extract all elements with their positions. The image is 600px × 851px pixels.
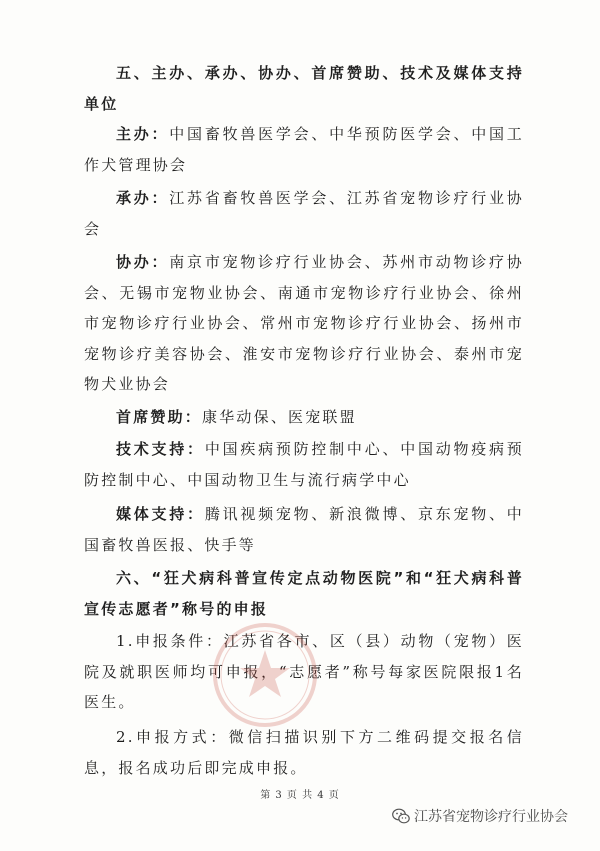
sponsor-text: 康华动保、医宠联盟 — [202, 408, 357, 426]
tech-support-text: 中国疾病预防控制中心、中国动物疫病预防控制中心、中国动物卫生与流行病学中心 — [84, 440, 524, 489]
coorganizer-text: 南京市宠物诊疗行业协会、苏州市动物诊疗协会、无锡市宠物业协会、南通市宠物诊疗行业协会、徐州市宠物诊疗行业协会、常州市宠物诊疗行业协会、扬州市宠物诊疗美容协会、淮安市宠物诊疗行业协会、泰州市宠物犬业协会 — [84, 253, 524, 393]
organizer-paragraph — [84, 119, 524, 180]
coorganizer-paragraph — [84, 247, 524, 400]
coorganizer-label: 协办： — [116, 253, 170, 271]
official-seal-stamp — [210, 620, 320, 730]
undertaker-label: 承办： — [116, 189, 170, 207]
page-footer: 第 3 页 共 4 页 — [260, 790, 340, 801]
section5-heading: 五、主办、承办、协办、首席赞助、技术及媒体支持单位 — [84, 64, 524, 113]
wechat-icon — [392, 808, 410, 824]
media-support-text: 腾讯视频宠物、新浪微博、京东宠物、中国畜牧兽医报、快手等 — [84, 505, 524, 554]
wechat-watermark — [392, 806, 568, 826]
section6-heading: 六、“狂犬病科普宣传定点动物医院”和“狂犬病科普宣传志愿者”称号的申报 — [84, 569, 524, 618]
tech-support-paragraph — [84, 434, 524, 495]
undertaker-text: 江苏省畜牧兽医学会、江苏省宠物诊疗行业协会 — [84, 189, 524, 238]
media-support-label: 媒体支持： — [116, 505, 205, 523]
organizer-text: 中国畜牧兽医学会、中华预防医学会、中国工作犬管理协会 — [84, 125, 524, 174]
watermark-text: 江苏省宠物诊疗行业协会 — [414, 809, 568, 825]
application-method: 2.申报方式：微信扫描识别下方二维码提交报名信息，报名成功后即完成申报。 — [84, 728, 524, 777]
tech-support-label: 技术支持： — [116, 440, 205, 458]
organizer-label: 主办： — [116, 125, 170, 143]
media-support-paragraph — [84, 499, 524, 560]
application-conditions: 1.申报条件：江苏省各市、区（县）动物（宠物）医院及就职医师均可申报，“志愿者”称号每家医院限报1名医生。 — [84, 632, 524, 711]
undertaker-paragraph — [84, 183, 524, 244]
sponsor-paragraph — [84, 402, 524, 433]
sponsor-label: 首席赞助： — [116, 408, 203, 426]
